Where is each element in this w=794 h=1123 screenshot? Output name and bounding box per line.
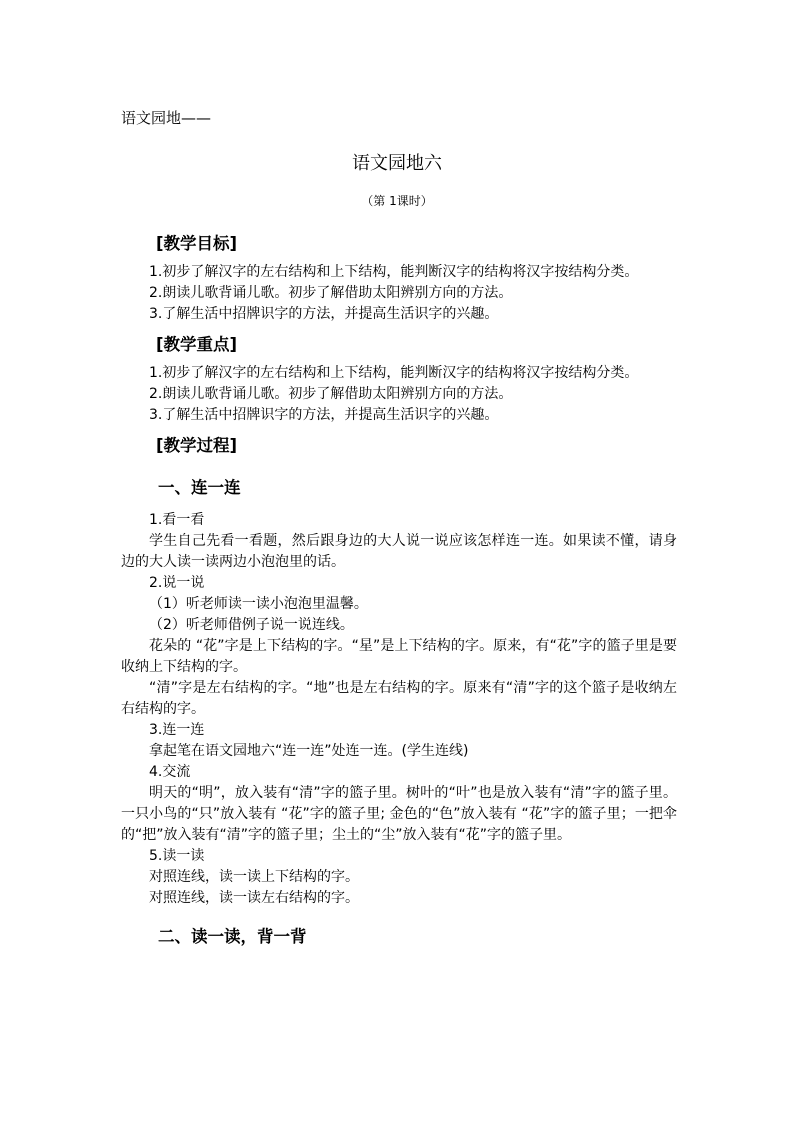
key-points-item-1: 1.初步了解汉字的左右结构和上下结构，能判断汉字的结构将汉字按结构分类。 xyxy=(149,365,639,381)
part2-heading: 二、读一读，背一背 xyxy=(158,927,307,946)
part1-line-4: （1）听老师读一读小泡泡里温馨。 xyxy=(149,596,368,612)
part1-line-1: 1.看一看 xyxy=(149,512,205,528)
key-points-item-3: 3.了解生活中招牌识字的方法，并提高生活识字的兴趣。 xyxy=(149,407,499,423)
part1-line-10: 4.交流 xyxy=(149,764,191,780)
part1-line-14: 对照连线，读一读左右结构的字。 xyxy=(149,890,359,906)
part1-line-5: （2）听老师借例子说一说连线。 xyxy=(149,617,354,633)
lesson-title: 语文园地六 xyxy=(352,153,442,174)
header-text: 语文园地—— xyxy=(121,109,212,127)
part1-line-9: 拿起笔在语文园地六“连一连”处连一连。(学生连线) xyxy=(149,743,469,759)
goals-heading: [教学目标] xyxy=(156,234,238,253)
goals-item-3: 3.了解生活中招牌识字的方法，并提高生活识字的兴趣。 xyxy=(149,306,499,322)
part1-heading: 一、连一连 xyxy=(158,478,241,497)
part1-line-13: 对照连线，读一读上下结构的字。 xyxy=(149,869,359,885)
document-body xyxy=(121,228,677,959)
part1-line-12: 5.读一读 xyxy=(149,848,205,864)
goals-item-1: 1.初步了解汉字的左右结构和上下结构，能判断汉字的结构将汉字按结构分类。 xyxy=(149,264,639,280)
lesson-subtitle: （第 1课时） xyxy=(361,194,433,208)
key-points-heading: [教学重点] xyxy=(156,335,238,354)
part1-line-2: 学生自己先看一看题，然后跟身边的大人说一说应该怎样连一连。如果读不懂，请身边的大人读一读两边小泡泡里的话。 xyxy=(121,533,677,570)
part1-line-7: “清”字是左右结构的字。“地”也是左右结构的字。原来有“清”字的这个篮子是收纳左右结构的字。 xyxy=(121,680,677,717)
part1-line-6: 花朵的 “花”字是上下结构的字。“星”是上下结构的字。原来，有“花”字的篮子里是要收纳上下结构的字。 xyxy=(121,638,677,675)
key-points-item-2: 2.朗读儿歌背诵儿歌。初步了解借助太阳辨别方向的方法。 xyxy=(149,386,513,402)
goals-item-2: 2.朗读儿歌背诵儿歌。初步了解借助太阳辨别方向的方法。 xyxy=(149,285,513,301)
process-heading: [教学过程] xyxy=(156,436,238,455)
part1-line-8: 3.连一连 xyxy=(149,722,205,738)
part1-line-11: 明天的“明”，放入装有“清”字的篮子里。树叶的“叶”也是放入装有“清”字的篮子里。一只小鸟的“只”放入装有 “花”字的篮子里; 金色的“色”放入装有 “花”字的篮子里；一把伞的“把”放入装有“清”字的篮子里；尘土的“尘”放入装有“花”字的篮子里。 xyxy=(121,785,677,843)
part1-line-3: 2.说一说 xyxy=(149,575,205,591)
